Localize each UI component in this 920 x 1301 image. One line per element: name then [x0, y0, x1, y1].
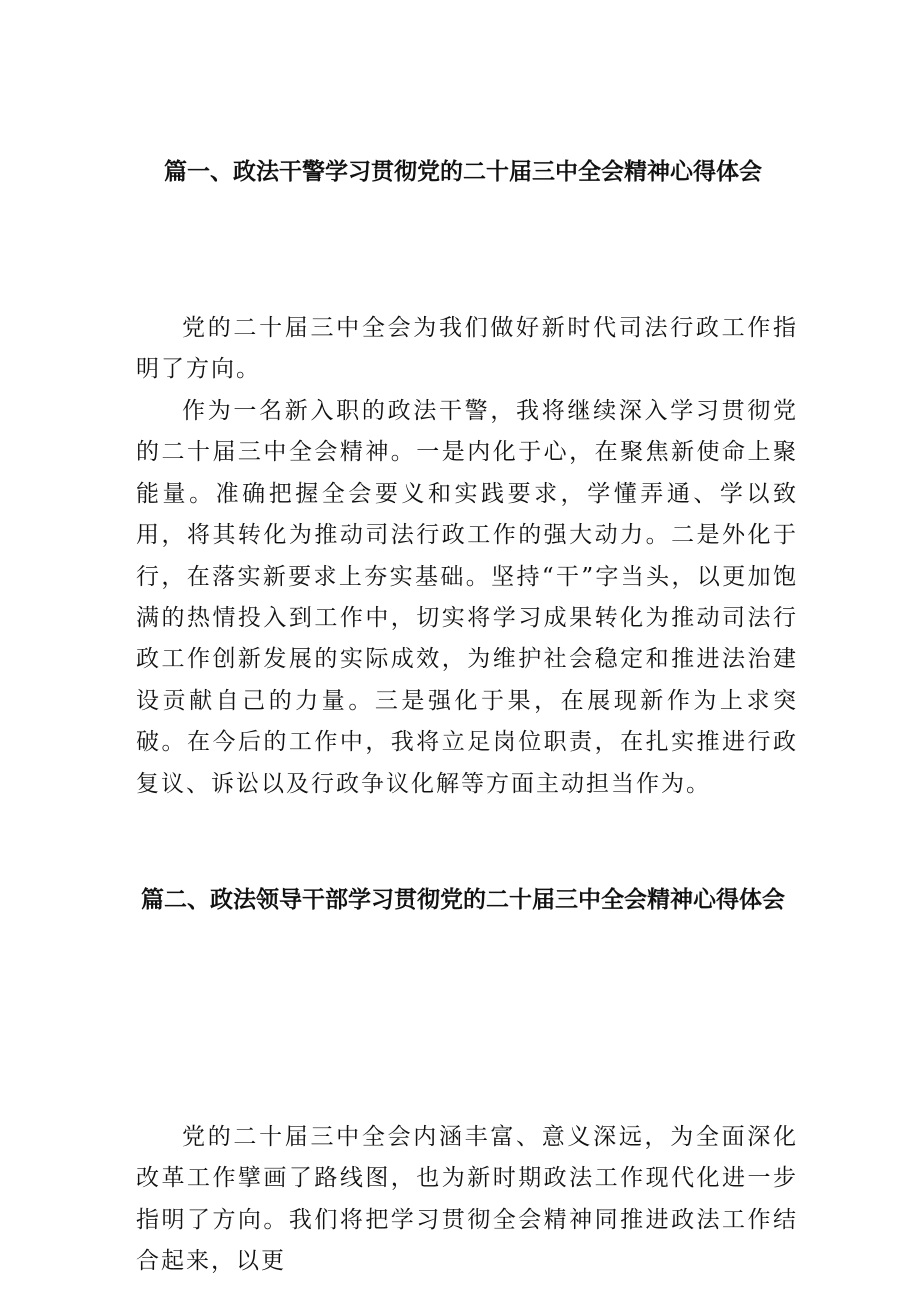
section-1-paragraph-1: 党的二十届三中全会为我们做好新时代司法行政工作指明了方向。 [136, 315, 798, 383]
section-1-paragraph-2: 作为一名新入职的政法干警，我将继续深入学习贯彻党的二十届三中全会精神。一是内化于心，在聚焦新使命上聚能量。准确把握全会要义和实践要求，学懂弄通、学以致用，将其转化为推动司法行政工作的强大动力。二是外化于行，在落实新要求上夯实基础。坚持“干”字当头，以更加饱满的热情投入到工作中，切实将学习成果转化为推动司法行政工作创新发展的实际成效，为维护社会稳定和推进法治建设贡献自己的力量。三是强化于果，在展现新作为上求突破。在今后的工作中，我将立足岗位职责，在扎实推进行政复议、诉讼以及行政争议化解等方面主动担当作为。 [136, 398, 798, 797]
section-2-paragraph-1: 党的二十届三中全会内涵丰富、意义深远，为全面深化改革工作擘画了路线图，也为新时期政法工作现代化进一步指明了方向。我们将把学习贯彻全会精神同推进政法工作结合起来，以更 [136, 1124, 798, 1275]
section-1-title: 篇一、政法干警学习贯彻党的二十届三中全会精神心得体会 [164, 159, 762, 185]
section-2-title: 篇二、政法领导干部学习贯彻党的二十届三中全会精神心得体会 [141, 887, 785, 913]
